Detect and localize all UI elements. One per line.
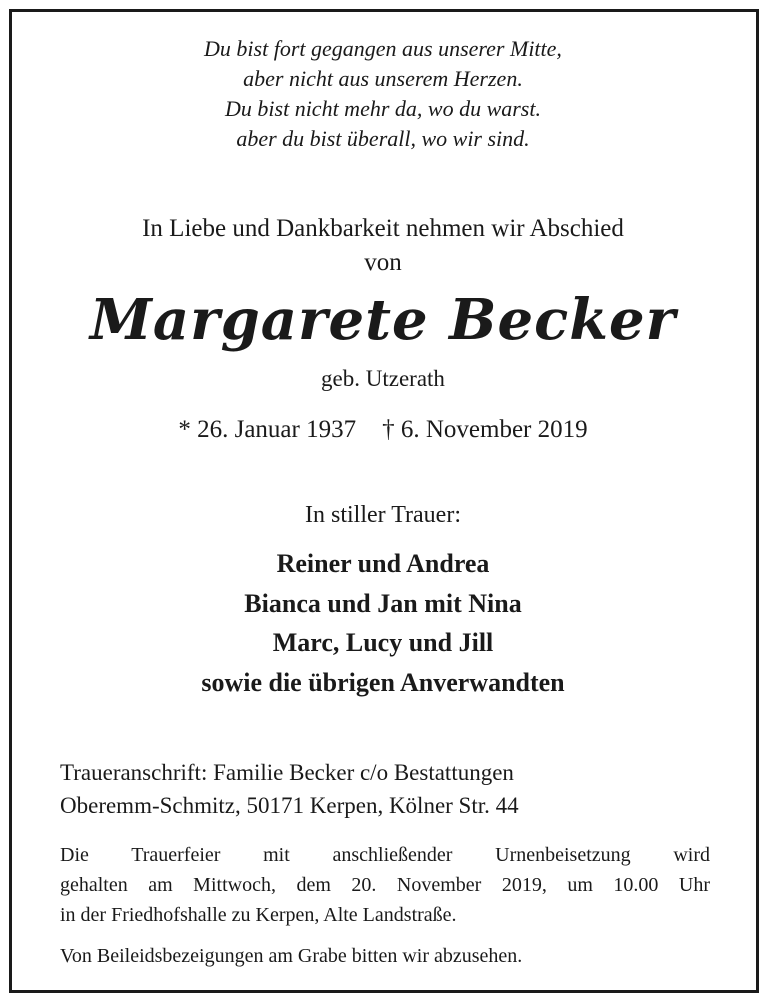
intro-line: In Liebe und Dankbarkeit nehmen wir Abschied	[142, 215, 624, 242]
mourning-address	[60, 756, 720, 822]
birth-date: * 26. Januar 1937	[178, 416, 357, 443]
ceremony-line: Die Trauerfeier mit anschließender Urnenbeisetzung wird	[60, 844, 710, 866]
poem-line: aber du bist überall, wo wir sind.	[236, 126, 530, 151]
ceremony-info	[60, 840, 710, 930]
poem-line: Du bist fort gegangen aus unserer Mitte,	[204, 36, 562, 61]
poem-line: aber nicht aus unserem Herzen.	[243, 66, 523, 91]
ceremony-line: gehalten am Mittwoch, dem 20. November 2019, um 10.00 Uhr	[60, 874, 710, 896]
mourners-list	[0, 544, 766, 702]
memorial-poem	[0, 34, 766, 154]
ceremony-line: in der Friedhofshalle zu Kerpen, Alte Landstraße.	[60, 904, 457, 926]
mourner-line: sowie die übrigen Anverwandten	[201, 667, 565, 697]
death-date: † 6. November 2019	[382, 416, 588, 443]
mourner-line: Reiner und Andrea	[276, 549, 490, 578]
address-line: Oberemm-Schmitz, 50171 Kerpen, Kölner Str. 44	[60, 793, 519, 818]
address-line: Traueranschrift: Familie Becker c/o Bestattungen	[60, 760, 514, 785]
mourner-line: Marc, Lucy und Jill	[272, 628, 494, 657]
farewell-intro	[0, 212, 766, 280]
closing-note: Von Beileidsbezeigungen am Grabe bitten wir abzusehen.	[60, 945, 523, 967]
intro-line: von	[364, 249, 402, 276]
life-dates	[0, 413, 766, 447]
mourner-line: Bianca und Jan mit Nina	[244, 588, 522, 618]
poem-line: Du bist nicht mehr da, wo du warst.	[225, 96, 541, 121]
birth-name: geb. Utzerath	[321, 366, 445, 391]
deceased-name: Margarete Becker	[89, 287, 677, 353]
mourning-heading: In stiller Trauer:	[305, 502, 461, 528]
